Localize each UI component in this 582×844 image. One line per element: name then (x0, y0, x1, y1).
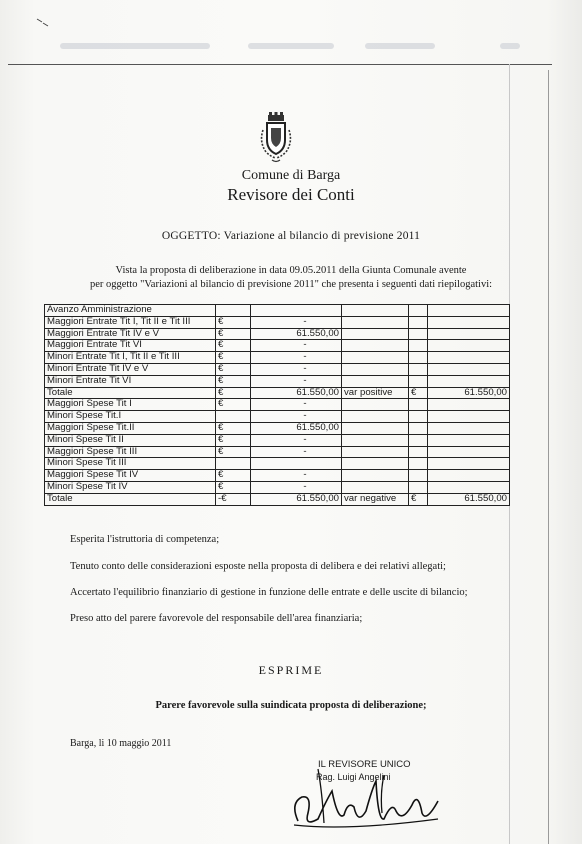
currency-cell: € (216, 481, 251, 493)
total-value: 61.550,00 (428, 387, 510, 399)
currency-cell: € (216, 446, 251, 458)
total-value (428, 328, 510, 340)
variation-value: - (251, 446, 342, 458)
signer-name: Rag. Luigi Angelini (316, 772, 391, 782)
currency-cell: € (216, 422, 251, 434)
currency-cell: € (216, 470, 251, 482)
variation-value: - (251, 411, 342, 423)
table-row (45, 316, 510, 328)
row-description: Totale (45, 493, 216, 505)
currency-cell: € (216, 399, 251, 411)
total-label (342, 481, 409, 493)
total-value (428, 470, 510, 482)
table-row (45, 399, 510, 411)
currency-cell (216, 305, 251, 317)
currency-cell: € (216, 340, 251, 352)
row-description: Minori Entrate Tit I, Tit II e Tit III (45, 352, 216, 364)
variation-value: - (251, 375, 342, 387)
currency-cell (409, 352, 428, 364)
variation-value: 61.550,00 (251, 328, 342, 340)
row-description: Minori Spese Tit III (45, 458, 216, 470)
total-label (342, 434, 409, 446)
currency-cell: € (216, 387, 251, 399)
currency-cell (409, 481, 428, 493)
consideration-4: Preso atto del parere favorevole del responsabile dell'area finanziaria; (70, 613, 363, 624)
table-row (45, 352, 510, 364)
consideration-3: Accertato l'equilibrio finanziario di gestione in funzione delle entrate e delle uscite di bilancio; (70, 587, 468, 598)
total-value (428, 340, 510, 352)
table-row (45, 340, 510, 352)
currency-cell (409, 363, 428, 375)
currency-cell: € (409, 387, 428, 399)
table-row (45, 470, 510, 482)
currency-cell (409, 375, 428, 387)
currency-cell: € (216, 352, 251, 364)
table-row (45, 458, 510, 470)
row-description: Minori Spese Tit II (45, 434, 216, 446)
row-description: Minori Entrate Tit VI (45, 375, 216, 387)
total-label (342, 328, 409, 340)
total-label (342, 458, 409, 470)
currency-cell (409, 316, 428, 328)
table-row (45, 328, 510, 340)
total-value (428, 352, 510, 364)
table-row (45, 375, 510, 387)
variation-value: - (251, 363, 342, 375)
total-label (342, 446, 409, 458)
variation-value: - (251, 434, 342, 446)
total-label (342, 340, 409, 352)
total-label: var negative (342, 493, 409, 505)
total-value (428, 375, 510, 387)
opinion-statement: Parere favorevole sulla suindicata proposta di deliberazione; (155, 700, 427, 711)
coat-of-arms-icon (256, 112, 296, 164)
total-value (428, 434, 510, 446)
total-label (342, 411, 409, 423)
comune-title: Comune di Barga (241, 168, 341, 183)
currency-cell (409, 399, 428, 411)
row-description: Minori Spese Tit IV (45, 481, 216, 493)
scan-smudge (500, 43, 520, 49)
total-value (428, 305, 510, 317)
variation-value (251, 458, 342, 470)
total-label (342, 399, 409, 411)
budget-summary-table (44, 304, 510, 506)
row-description: Maggiori Spese Tit I (45, 399, 216, 411)
variation-value: - (251, 481, 342, 493)
currency-cell (216, 458, 251, 470)
scan-smudge (365, 43, 435, 49)
currency-cell (409, 328, 428, 340)
total-label (342, 363, 409, 375)
scan-mark (36, 18, 50, 28)
total-value (428, 481, 510, 493)
currency-cell (409, 446, 428, 458)
currency-cell (216, 411, 251, 423)
currency-cell (409, 458, 428, 470)
total-label (342, 375, 409, 387)
total-value (428, 363, 510, 375)
table-row (45, 387, 510, 399)
total-value: 61.550,00 (428, 493, 510, 505)
esprime-heading: ESPRIME (258, 663, 324, 677)
consideration-1: Esperita l'istruttoria di competenza; (70, 534, 220, 545)
currency-cell (409, 434, 428, 446)
signature-block (310, 759, 450, 839)
place-date: Barga, li 10 maggio 2011 (70, 738, 172, 749)
row-description: Maggiori Entrate Tit VI (45, 340, 216, 352)
row-description: Maggiori Spese Tit III (45, 446, 216, 458)
scan-smudge (60, 43, 210, 49)
premise-line-2: per oggetto "Variazioni al bilancio di previsione 2011" che presenta i seguenti dati riepilogativi: (89, 279, 493, 290)
variation-value: - (251, 470, 342, 482)
currency-cell (409, 305, 428, 317)
total-label (342, 316, 409, 328)
handwritten-signature (288, 761, 448, 839)
table-row (45, 411, 510, 423)
currency-cell: € (216, 328, 251, 340)
currency-cell (409, 422, 428, 434)
total-value (428, 458, 510, 470)
office-title: Revisore dei Conti (227, 185, 355, 204)
table-row (45, 493, 510, 505)
row-description: Totale (45, 387, 216, 399)
total-label (342, 352, 409, 364)
header-rule (8, 64, 552, 65)
table-row (45, 434, 510, 446)
variation-value: 61.550,00 (251, 387, 342, 399)
variation-value: - (251, 316, 342, 328)
variation-value (251, 305, 342, 317)
subject-line: OGGETTO: Variazione al bilancio di previsione 2011 (161, 230, 421, 242)
currency-cell: € (216, 316, 251, 328)
signer-role: IL REVISORE UNICO (318, 759, 411, 770)
consideration-2: Tenuto conto delle considerazioni esposte nella proposta di delibera e dei relativi allegati; (70, 561, 446, 572)
variation-value: 61.550,00 (251, 422, 342, 434)
total-label (342, 470, 409, 482)
currency-cell: € (409, 493, 428, 505)
total-value (428, 422, 510, 434)
table-row (45, 305, 510, 317)
table-row (45, 363, 510, 375)
premise-line-1: Vista la proposta di deliberazione in data 09.05.2011 della Giunta Comunale avente (115, 265, 467, 276)
scan-smudge (248, 43, 334, 49)
row-description: Minori Spese Tit.I (45, 411, 216, 423)
table-row (45, 446, 510, 458)
row-description: Maggiori Entrate Tit I, Tit II e Tit III (45, 316, 216, 328)
currency-cell (409, 411, 428, 423)
total-label (342, 422, 409, 434)
variation-value: 61.550,00 (251, 493, 342, 505)
row-description: Maggiori Spese Tit IV (45, 470, 216, 482)
total-label (342, 305, 409, 317)
variation-value: - (251, 399, 342, 411)
currency-cell: € (216, 363, 251, 375)
row-description: Maggiori Spese Tit.II (45, 422, 216, 434)
currency-cell: -€ (216, 493, 251, 505)
currency-cell: € (216, 375, 251, 387)
variation-value: - (251, 340, 342, 352)
total-label: var positive (342, 387, 409, 399)
table-row (45, 481, 510, 493)
currency-cell (409, 470, 428, 482)
total-value (428, 411, 510, 423)
currency-cell: € (216, 434, 251, 446)
row-description: Maggiori Entrate Tit IV e V (45, 328, 216, 340)
total-value (428, 446, 510, 458)
currency-cell (409, 340, 428, 352)
total-value (428, 316, 510, 328)
variation-value: - (251, 352, 342, 364)
total-value (428, 399, 510, 411)
table-row (45, 422, 510, 434)
row-description: Minori Entrate Tit IV e V (45, 363, 216, 375)
row-description: Avanzo Amministrazione (45, 305, 216, 317)
